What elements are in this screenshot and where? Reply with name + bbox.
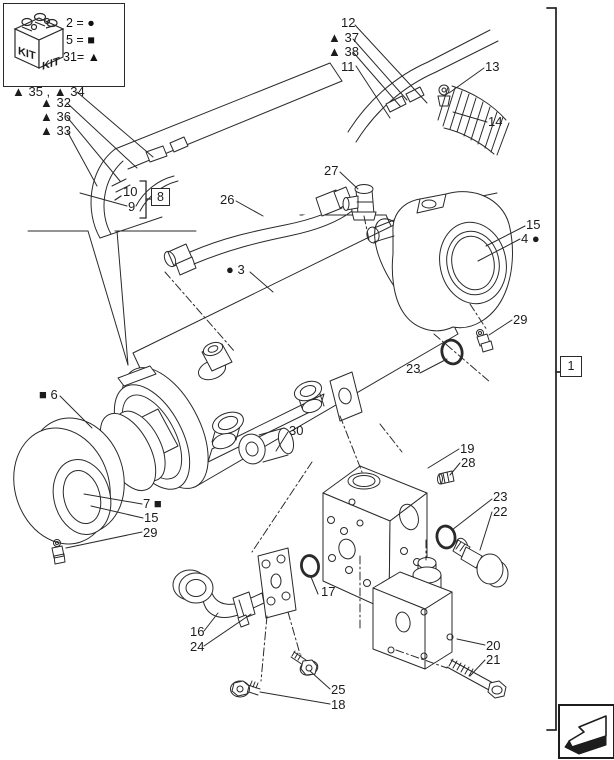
callout-23-top: 23 <box>406 361 421 376</box>
callout-26: 26 <box>220 192 235 207</box>
callout-10: 10 <box>123 184 138 199</box>
callout-15-bottom: 15 <box>144 510 159 525</box>
callout-7: 7 ■ <box>143 496 162 511</box>
callout-4: 4 ● <box>521 231 540 246</box>
callout-15-top: 15 <box>526 217 541 232</box>
callout-29-bottom: 29 <box>143 525 158 540</box>
callout-32: ▲ 32 <box>40 95 71 110</box>
callout-18: 18 <box>331 697 346 712</box>
o-ring-17 <box>300 554 320 578</box>
legend-entry-kit31: 31= ▲ <box>63 50 101 64</box>
cartridge-valve-22 <box>453 537 508 587</box>
callout-3: ● 3 <box>226 262 245 277</box>
callout-12: 12 <box>341 15 356 30</box>
callout-6: ■ 6 <box>39 387 58 402</box>
callout-28: 28 <box>461 455 476 470</box>
piston-seal-detail-view <box>348 30 509 155</box>
callout-25: 25 <box>331 682 346 697</box>
callout-19: 19 <box>460 441 475 456</box>
callout-23-right: 23 <box>493 489 508 504</box>
callout-37: ▲ 37 <box>328 30 359 45</box>
assembly-reference-bracket <box>547 8 561 730</box>
callout-38: ▲ 38 <box>328 44 359 59</box>
back-arrow-icon <box>560 706 613 757</box>
boxed-ref-8: 8 <box>151 188 170 206</box>
tube-16-assembly <box>173 548 296 627</box>
legend-entry-kit2: 2 = ● <box>66 16 95 30</box>
bolt-18 <box>231 681 261 697</box>
legend-entry-kit5: 5 = ■ <box>66 33 95 47</box>
callout-30: 30 <box>289 423 304 438</box>
callout-36: ▲ 36 <box>40 109 71 124</box>
callout-29-top: 29 <box>513 312 528 327</box>
boxed-ref-1: 1 <box>560 356 582 377</box>
kit-box-drawing <box>10 10 70 82</box>
grease-fitting-29-top <box>477 330 494 353</box>
page-reference-box <box>558 704 614 759</box>
callout-9: 9 <box>128 199 136 214</box>
callout-33: ▲ 33 <box>40 123 71 138</box>
callout-21: 21 <box>486 652 501 667</box>
callout-11: 11 <box>341 59 355 74</box>
callout-22: 22 <box>493 504 508 519</box>
kit-legend-box <box>3 3 125 87</box>
svg-text:KIT: KIT <box>42 55 60 73</box>
bolt-25 <box>291 651 320 678</box>
svg-text:KIT: KIT <box>18 45 36 63</box>
callout-27: 27 <box>324 163 339 178</box>
callout-20: 20 <box>486 638 501 653</box>
callout-17: 17 <box>321 584 336 599</box>
callout-16: 16 <box>190 624 205 639</box>
callout-24: 24 <box>190 639 205 654</box>
callout-35-34: ▲ 35 , ▲ 34 <box>12 84 85 99</box>
callout-14: 14 <box>488 114 503 129</box>
callout-13: 13 <box>485 59 500 74</box>
